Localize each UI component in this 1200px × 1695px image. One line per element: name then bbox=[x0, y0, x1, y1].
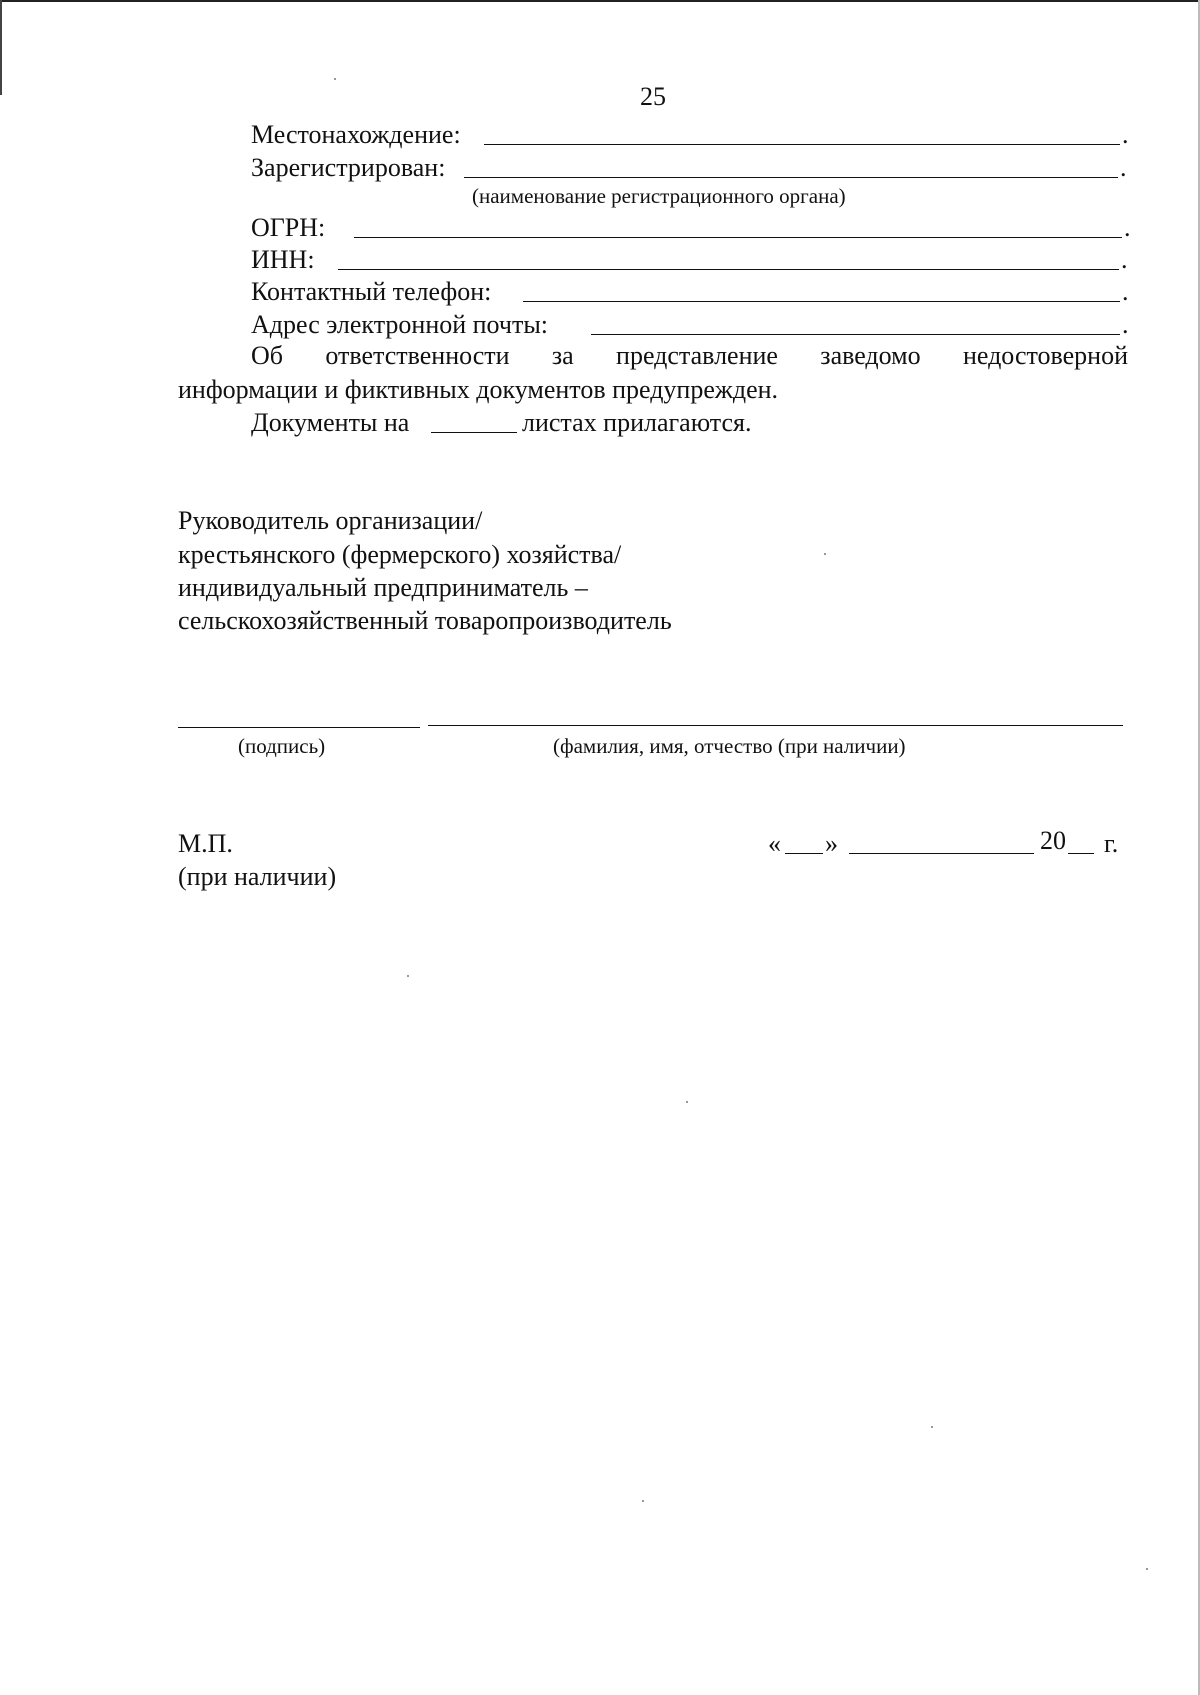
scan-speck bbox=[642, 1500, 644, 1502]
signature-hint: (подпись) bbox=[238, 734, 326, 758]
phone-period: . bbox=[1122, 277, 1129, 306]
stamp-hint: (при наличии) bbox=[178, 862, 337, 891]
inn-label: ИНН: bbox=[251, 245, 315, 274]
location-period: . bbox=[1122, 120, 1129, 149]
warning-word: Об bbox=[251, 341, 284, 370]
ogrn-label: ОГРН: bbox=[251, 213, 326, 242]
date-day-field[interactable] bbox=[785, 853, 823, 854]
signatory-line-3: индивидуальный предприниматель – bbox=[178, 573, 588, 602]
warning-word: ответственности bbox=[325, 341, 510, 370]
scan-speck bbox=[407, 975, 409, 977]
stamp-label: М.П. bbox=[178, 829, 233, 858]
scan-speck bbox=[931, 1426, 933, 1428]
full-name-hint: (фамилия, имя, отчество (при наличии) bbox=[553, 734, 906, 758]
ogrn-field[interactable] bbox=[354, 237, 1122, 238]
scan-speck bbox=[824, 553, 826, 555]
scan-edge-top bbox=[0, 0, 1200, 2]
registered-period: . bbox=[1120, 153, 1127, 182]
date-year-suffix: г. bbox=[1104, 829, 1119, 858]
signatory-line-1: Руководитель организации/ bbox=[178, 506, 483, 535]
date-year-prefix: 20 bbox=[1040, 826, 1066, 855]
attachments-count-field[interactable] bbox=[431, 432, 517, 433]
date-close-quote: » bbox=[825, 829, 838, 858]
warning-word: за bbox=[551, 341, 574, 370]
scan-speck bbox=[686, 1101, 688, 1103]
attachments-after: листах прилагаются. bbox=[522, 408, 752, 437]
warning-line-2: информации и фиктивных документов предупрежден. bbox=[178, 375, 779, 404]
warning-line-1 bbox=[251, 341, 1128, 371]
phone-label: Контактный телефон: bbox=[251, 277, 492, 306]
scan-speck bbox=[334, 78, 336, 80]
warning-word: заведомо bbox=[820, 341, 921, 370]
email-label: Адрес электронной почты: bbox=[251, 310, 549, 339]
email-field[interactable] bbox=[591, 334, 1120, 335]
registered-field[interactable] bbox=[464, 177, 1118, 178]
registered-hint: (наименование регистрационного органа) bbox=[472, 184, 846, 208]
date-month-field[interactable] bbox=[849, 853, 1034, 854]
full-name-field[interactable] bbox=[428, 725, 1123, 726]
inn-field[interactable] bbox=[338, 269, 1119, 270]
signatory-line-4: сельскохозяйственный товаропроизводитель bbox=[178, 606, 672, 635]
location-field[interactable] bbox=[484, 144, 1120, 145]
page-number: 25 bbox=[640, 82, 666, 111]
location-label: Местонахождение: bbox=[251, 120, 461, 149]
inn-period: . bbox=[1121, 245, 1128, 274]
signature-field[interactable] bbox=[178, 727, 420, 728]
warning-word: представление bbox=[616, 341, 778, 370]
signatory-line-2: крестьянского (фермерского) хозяйства/ bbox=[178, 540, 622, 569]
email-period: . bbox=[1122, 310, 1129, 339]
phone-field[interactable] bbox=[523, 301, 1120, 302]
warning-word: недостоверной bbox=[962, 341, 1128, 370]
attachments-before: Документы на bbox=[251, 408, 410, 437]
ogrn-period: . bbox=[1124, 213, 1131, 242]
scan-speck bbox=[1146, 1568, 1148, 1570]
registered-label: Зарегистрирован: bbox=[251, 153, 446, 182]
date-year-field[interactable] bbox=[1068, 853, 1094, 854]
scan-edge-left bbox=[0, 0, 2, 95]
date-open-quote: « bbox=[768, 829, 781, 858]
